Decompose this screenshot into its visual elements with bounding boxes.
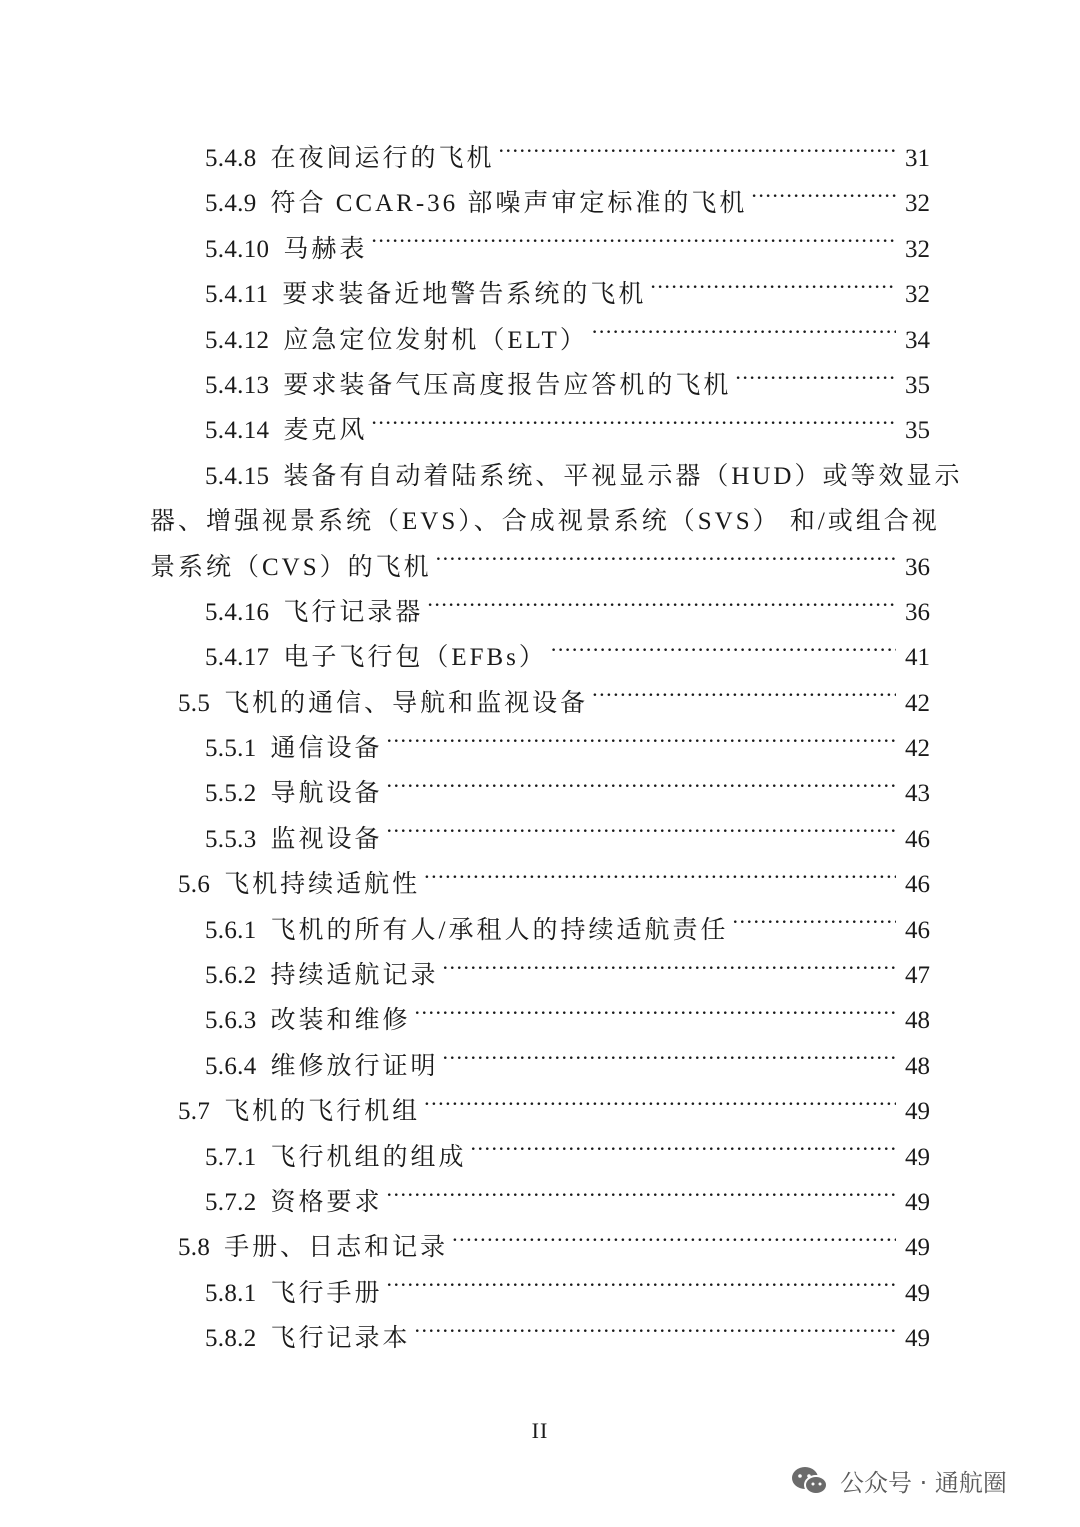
toc-entry-number: 5.5.3 <box>205 825 257 853</box>
toc-entry-title: 飞行记录本 <box>270 1325 411 1353</box>
toc-entry-page: 32 <box>905 235 930 263</box>
dot-leader <box>452 1225 896 1255</box>
toc-group-a <box>0 136 1080 454</box>
watermark-text: 公众号 · 通航圈 <box>840 1469 1007 1497</box>
dot-leader <box>551 635 896 665</box>
toc-entry-title: 资格要求 <box>270 1188 383 1216</box>
toc-entry[interactable] <box>0 908 1080 953</box>
dot-leader <box>443 953 896 983</box>
toc-entry-number: 5.4.13 <box>205 371 270 399</box>
toc-entry-number: 5.7.2 <box>205 1188 257 1216</box>
toc-entry-title: 维修放行证明 <box>270 1052 439 1080</box>
toc-group-b <box>0 590 1080 1362</box>
toc-entry-number: 5.6.2 <box>205 962 257 990</box>
dot-leader <box>427 590 896 620</box>
toc-entry[interactable] <box>0 1135 1080 1180</box>
toc-entry[interactable] <box>0 408 1080 453</box>
toc-entry-number: 5.8.2 <box>205 1325 257 1353</box>
toc-entry-number: 5.7 <box>178 1098 211 1126</box>
toc-entry-title: 手册、日志和记录 <box>224 1234 449 1262</box>
toc-entry-page: 49 <box>905 1325 930 1353</box>
dot-leader <box>424 862 896 892</box>
dot-leader <box>443 1044 896 1074</box>
toc-entry-line-1 <box>0 454 1080 499</box>
toc-entry-number: 5.5.2 <box>205 780 257 808</box>
toc-entry-page: 41 <box>905 644 930 672</box>
toc-entry[interactable] <box>0 363 1080 408</box>
toc-entry-page: 36 <box>905 598 930 626</box>
toc-entry-page: 48 <box>905 1007 930 1035</box>
toc-entry-number: 5.8 <box>178 1234 211 1262</box>
dot-leader <box>387 817 896 847</box>
toc-entry-title: 飞行手册 <box>270 1279 383 1307</box>
toc-entry-title-part-3: 景系统（CVS）的飞机 <box>150 553 432 581</box>
dot-leader <box>371 408 896 438</box>
toc-entry-title: 马赫表 <box>283 235 368 263</box>
toc-entry-page: 42 <box>905 735 930 763</box>
toc-entry-title: 持续适航记录 <box>270 962 439 990</box>
toc-entry-title: 要求装备气压高度报告应答机的飞机 <box>283 371 732 399</box>
dot-leader <box>751 181 896 211</box>
toc-entry-page: 46 <box>905 871 930 899</box>
dot-leader <box>424 1089 896 1119</box>
dot-leader <box>436 545 896 575</box>
toc-entry-page: 47 <box>905 962 930 990</box>
toc-entry-title: 飞机持续适航性 <box>224 871 421 899</box>
toc-entry-title: 飞行机组的组成 <box>270 1143 467 1171</box>
toc-entry-page: 46 <box>905 825 930 853</box>
toc-entry[interactable] <box>0 1271 1080 1316</box>
wechat-icon <box>790 1465 830 1497</box>
toc-entry-number: 5.4.15 <box>205 462 270 490</box>
toc-entry[interactable] <box>0 681 1080 726</box>
dot-leader <box>387 726 896 756</box>
dot-leader <box>471 1135 896 1165</box>
toc-entry[interactable] <box>0 1089 1080 1134</box>
toc-entry-number: 5.4.10 <box>205 235 270 263</box>
toc-entry-number: 5.4.16 <box>205 598 270 626</box>
toc-entry-page: 46 <box>905 916 930 944</box>
toc-entry-page: 49 <box>905 1234 930 1262</box>
toc-entry-number: 5.6.3 <box>205 1007 257 1035</box>
toc-entry-title: 在夜间运行的飞机 <box>270 145 495 172</box>
toc-entry-page: 32 <box>905 190 930 218</box>
toc-entry[interactable] <box>0 181 1080 226</box>
dot-leader <box>387 1180 896 1210</box>
toc-entry-number: 5.4.17 <box>205 644 270 672</box>
toc-entry-title: 飞行记录器 <box>283 598 424 626</box>
toc-entry-number: 5.4.12 <box>205 326 270 354</box>
watermark <box>790 1463 1007 1498</box>
dot-leader <box>592 681 896 711</box>
toc-entry-page: 49 <box>905 1098 930 1126</box>
toc-entry-page: 43 <box>905 780 930 808</box>
toc-entry-page: 49 <box>905 1188 930 1216</box>
toc-entry-number: 5.4.14 <box>205 417 270 445</box>
table-of-contents <box>0 136 1080 1362</box>
toc-entry-title: 要求装备近地警告系统的飞机 <box>282 281 647 309</box>
toc-entry-page: 35 <box>905 417 930 445</box>
dot-leader <box>387 771 896 801</box>
dot-leader <box>732 908 896 938</box>
toc-entry[interactable] <box>0 1316 1080 1361</box>
toc-entry[interactable] <box>0 272 1080 317</box>
toc-entry-page: 34 <box>905 326 930 354</box>
toc-entry-page: 42 <box>905 689 930 717</box>
toc-entry-title: 麦克风 <box>283 417 368 445</box>
toc-entry-page: 32 <box>905 281 930 309</box>
toc-entry-title: 通信设备 <box>270 735 383 763</box>
toc-entry-title: 飞机的所有人/承租人的持续适航责任 <box>270 916 729 944</box>
toc-entry[interactable] <box>0 227 1080 272</box>
dot-leader <box>415 998 896 1028</box>
toc-entry[interactable] <box>0 1225 1080 1270</box>
dot-leader <box>371 227 896 257</box>
dot-leader <box>650 272 896 302</box>
toc-entry-title-part-2: 器、增强视景系统（EVS）、合成视景系统（SVS） 和/或组合视 <box>150 508 940 536</box>
toc-entry-page: 49 <box>905 1143 930 1171</box>
toc-entry[interactable] <box>0 726 1080 771</box>
toc-entry[interactable] <box>0 862 1080 907</box>
toc-entry-page: 36 <box>905 553 930 581</box>
toc-entry-title: 飞机的通信、导航和监视设备 <box>224 689 589 717</box>
toc-entry-title-part-1: 装备有自动着陆系统、平视显示器（HUD）或等效显示 <box>283 462 963 490</box>
toc-entry-title: 监视设备 <box>270 825 383 853</box>
toc-entry[interactable] <box>0 771 1080 816</box>
toc-entry[interactable] <box>0 817 1080 862</box>
toc-entry-page: 35 <box>905 371 930 399</box>
dot-leader <box>735 363 896 393</box>
toc-entry-number: 5.7.1 <box>205 1143 257 1171</box>
toc-entry[interactable] <box>0 953 1080 998</box>
toc-entry[interactable] <box>0 998 1080 1043</box>
toc-entry[interactable] <box>0 1180 1080 1225</box>
toc-entry-number: 5.6.4 <box>205 1052 257 1080</box>
toc-entry-number: 5.5.1 <box>205 735 257 763</box>
toc-entry-line-2 <box>0 499 1080 544</box>
toc-entry-number: 5.4.11 <box>205 281 269 309</box>
toc-entry-page: 49 <box>905 1279 930 1307</box>
page-number: II <box>531 1418 549 1443</box>
toc-entry-number: 5.6.1 <box>205 916 257 944</box>
toc-entry[interactable] <box>0 1044 1080 1089</box>
dot-leader <box>499 136 896 166</box>
toc-entry-line-3 <box>0 545 1080 590</box>
toc-entry-number: 5.4.9 <box>205 190 257 218</box>
dot-leader <box>387 1271 896 1301</box>
toc-entry-title: 改装和维修 <box>270 1007 411 1035</box>
toc-entry-title: 飞机的飞行机组 <box>224 1098 421 1126</box>
toc-entry-page: 31 <box>905 145 930 172</box>
toc-entry-number: 5.8.1 <box>205 1279 257 1307</box>
toc-entry-number: 5.5 <box>178 689 211 717</box>
toc-entry[interactable] <box>0 590 1080 635</box>
toc-entry-number: 5.4.8 <box>205 145 257 172</box>
toc-entry-number: 5.6 <box>178 871 211 899</box>
toc-entry-title: 应急定位发射机（ELT） <box>283 326 588 354</box>
toc-entry[interactable] <box>0 318 1080 363</box>
toc-entry[interactable] <box>0 635 1080 680</box>
toc-entry-multiline[interactable] <box>0 454 1080 590</box>
toc-entry[interactable] <box>0 136 1080 181</box>
toc-entry-title: 导航设备 <box>270 780 383 808</box>
dot-leader <box>592 318 896 348</box>
dot-leader <box>415 1316 896 1346</box>
toc-entry-title: 电子飞行包（EFBs） <box>283 644 547 672</box>
toc-entry-title: 符合 CCAR-36 部噪声审定标准的飞机 <box>270 190 748 218</box>
toc-entry-page: 48 <box>905 1052 930 1080</box>
